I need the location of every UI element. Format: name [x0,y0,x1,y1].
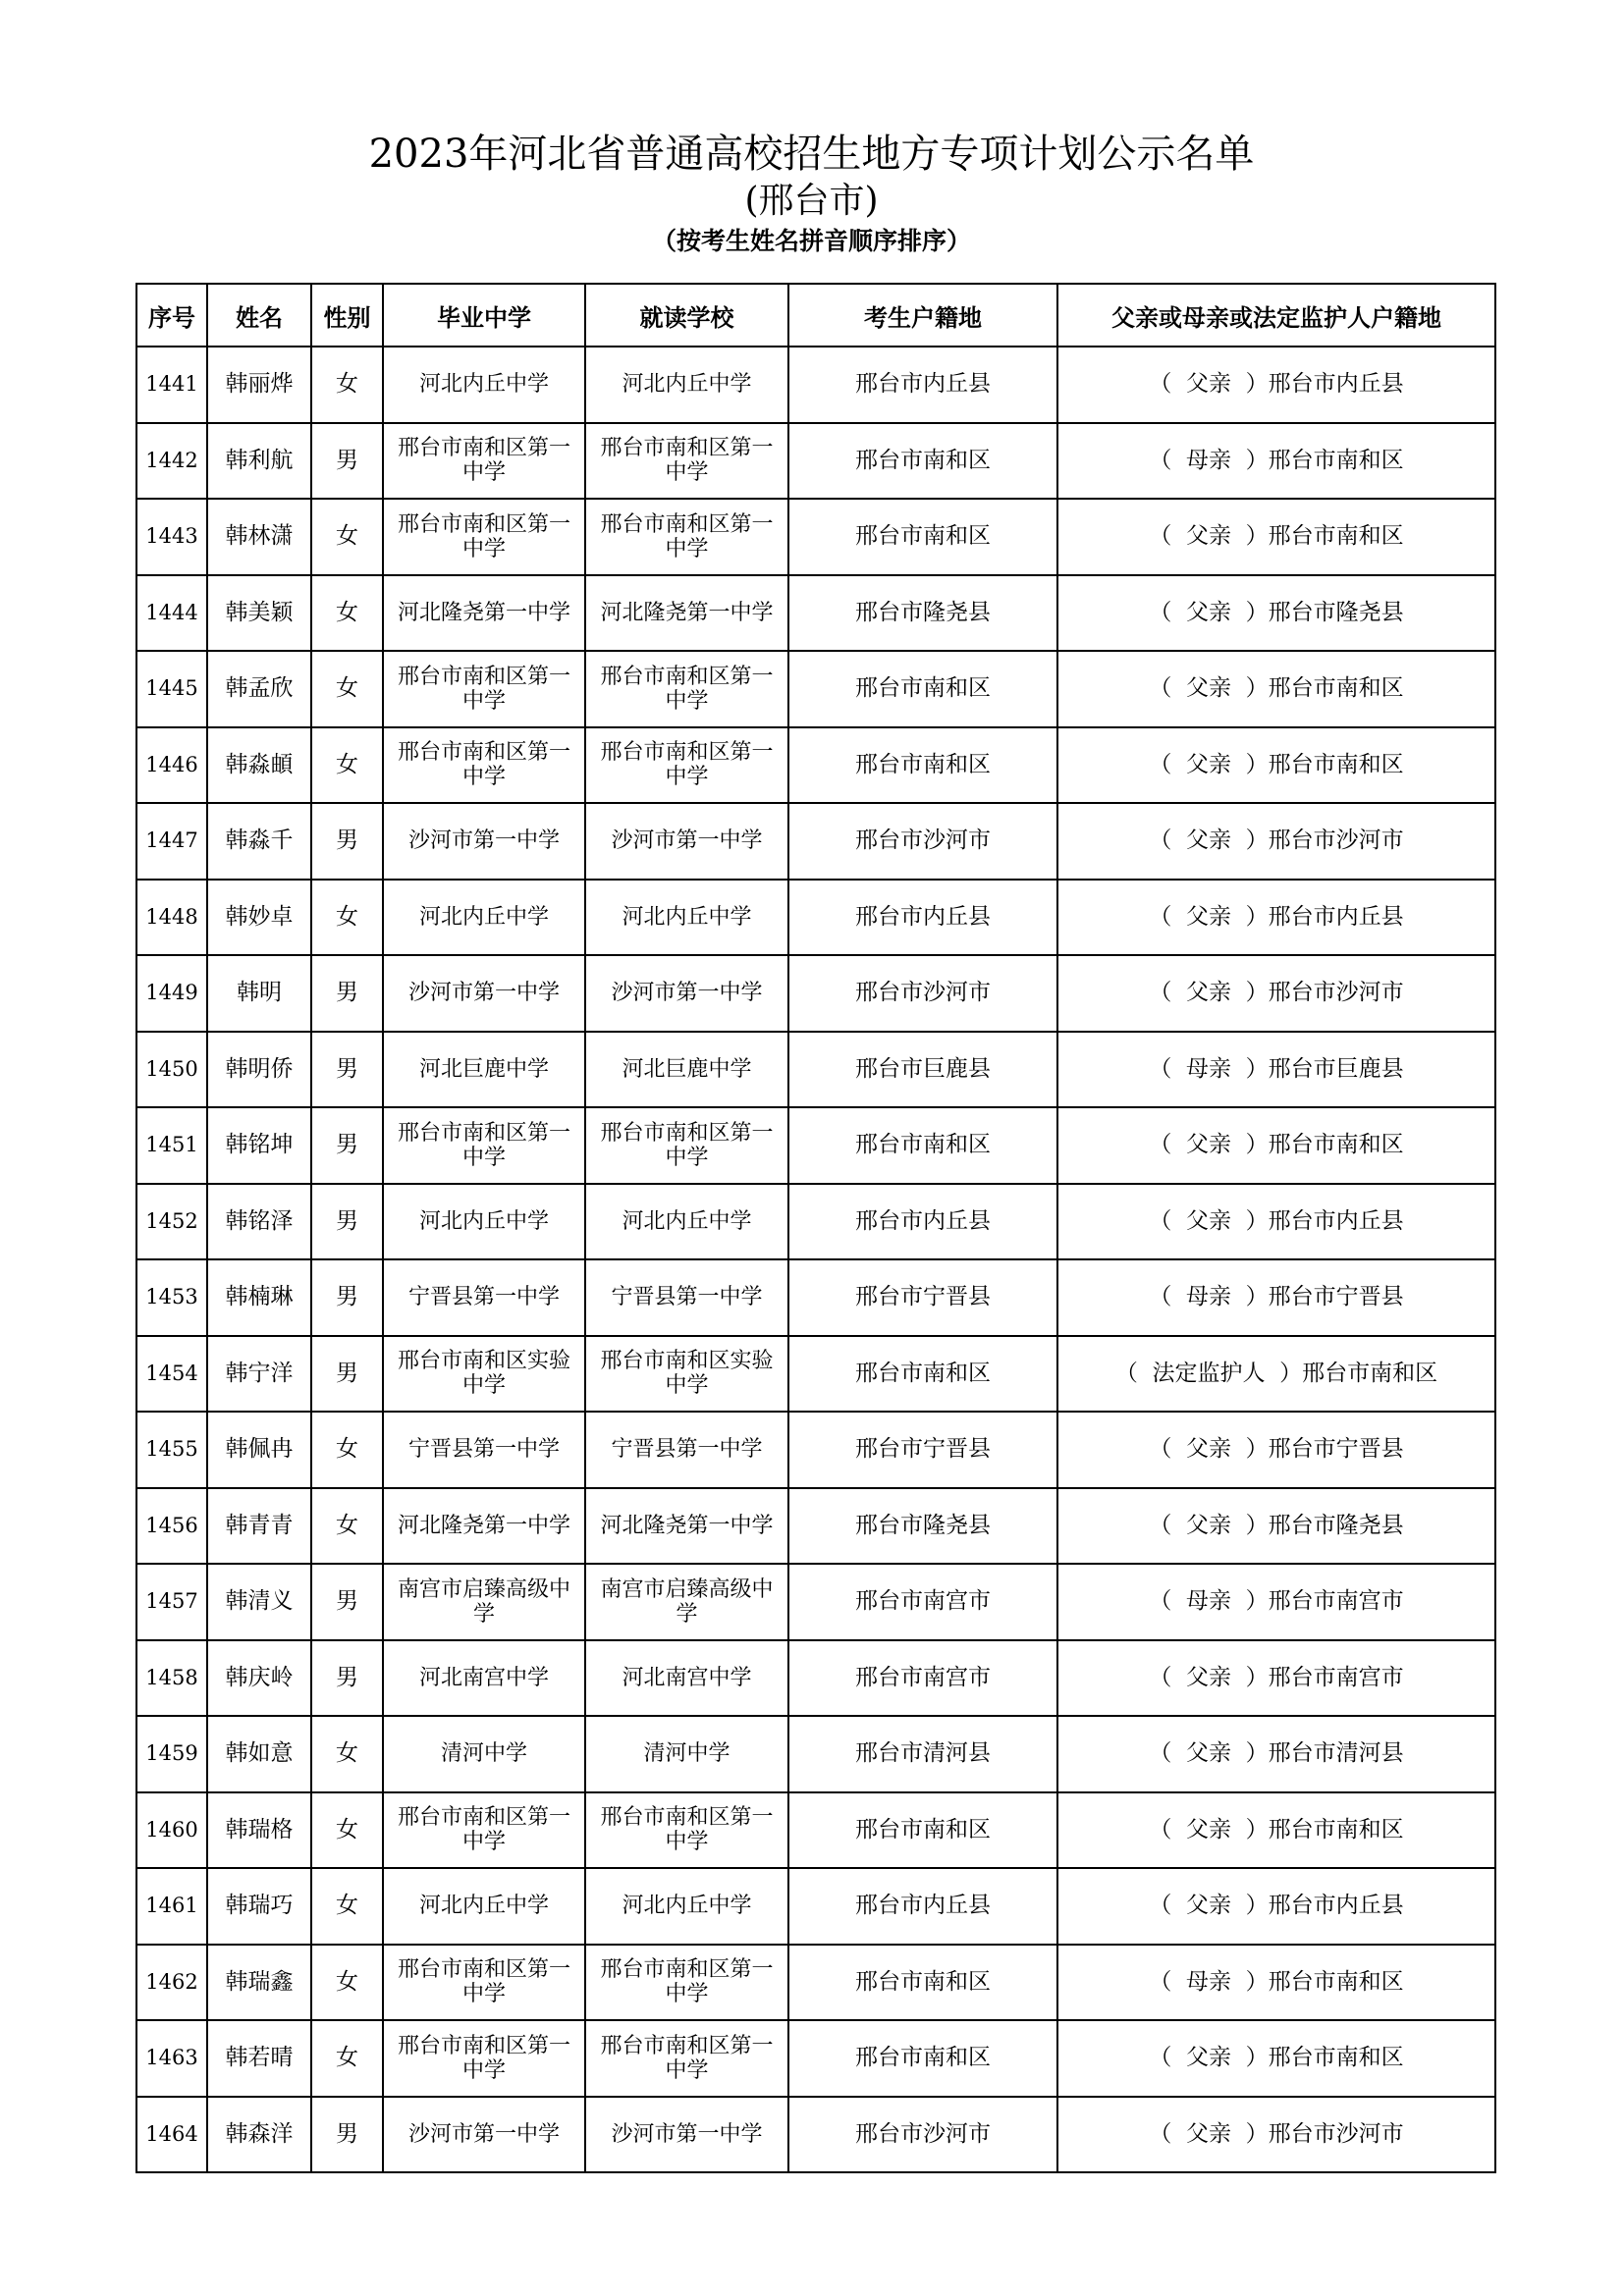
cell-name: 韩如意 [207,1716,311,1792]
cell-grad-school: 河北巨鹿中学 [383,1032,585,1108]
column-header-no: 序号 [136,284,207,347]
cell-no: 1442 [136,423,207,500]
guardian-hukou-text: （ 父亲 ）邢台市南和区 [1149,751,1404,777]
cell-hukou: 邢台市清河县 [788,1716,1057,1792]
cell-no: 1454 [136,1336,207,1413]
sort-note: （按考生姓名拼音顺序排序） [651,227,971,255]
cell-current-school: 河北隆尧第一中学 [585,575,788,652]
cell-current-school: 沙河市第一中学 [585,803,788,880]
guardian-hukou-text: （ 父亲 ）邢台市南和区 [1149,1132,1404,1158]
cell-hukou: 邢台市隆尧县 [788,1488,1057,1565]
cell-gender: 男 [311,1564,383,1640]
table-body [136,347,1495,2172]
cell-grad-school: 邢台市南和区第一中学 [383,727,585,804]
guardian-hukou-text: （ 父亲 ）邢台市沙河市 [1149,2120,1404,2147]
cell-guardian-hukou [1057,1640,1495,1717]
cell-guardian-hukou [1057,1868,1495,1945]
cell-no: 1460 [136,1792,207,1869]
table-row [136,727,1495,804]
cell-hukou: 邢台市内丘县 [788,1184,1057,1260]
cell-guardian-hukou [1057,1032,1495,1108]
cell-no: 1452 [136,1184,207,1260]
cell-no: 1446 [136,727,207,804]
cell-name: 韩林潇 [207,499,311,575]
column-header-grad-school: 毕业中学 [383,284,585,347]
cell-name: 韩森洋 [207,2097,311,2173]
cell-hukou: 邢台市宁晋县 [788,1412,1057,1488]
cell-hukou: 邢台市南和区 [788,727,1057,804]
table-row [136,1792,1495,1869]
cell-guardian-hukou [1057,1336,1495,1413]
cell-guardian-hukou [1057,1716,1495,1792]
cell-guardian-hukou [1057,575,1495,652]
cell-current-school: 河北巨鹿中学 [585,1032,788,1108]
table-row [136,1868,1495,1945]
cell-gender: 女 [311,347,383,423]
table-row [136,2097,1495,2173]
cell-gender: 男 [311,1032,383,1108]
cell-guardian-hukou [1057,651,1495,727]
cell-grad-school: 河北内丘中学 [383,1184,585,1260]
cell-current-school: 邢台市南和区第一中学 [585,727,788,804]
cell-current-school: 宁晋县第一中学 [585,1259,788,1336]
guardian-hukou-text: （ 母亲 ）邢台市巨鹿县 [1149,1055,1404,1082]
cell-gender: 女 [311,651,383,727]
table-row [136,2020,1495,2097]
cell-gender: 女 [311,1868,383,1945]
table-row [136,1032,1495,1108]
cell-no: 1443 [136,499,207,575]
cell-no: 1456 [136,1488,207,1565]
table-row [136,1259,1495,1336]
cell-grad-school: 河北隆尧第一中学 [383,575,585,652]
cell-name: 韩楠琳 [207,1259,311,1336]
cell-guardian-hukou [1057,727,1495,804]
cell-gender: 男 [311,1259,383,1336]
cell-hukou: 邢台市沙河市 [788,2097,1057,2173]
guardian-hukou-text: （ 父亲 ）邢台市南和区 [1149,1816,1404,1842]
cell-guardian-hukou [1057,803,1495,880]
cell-gender: 男 [311,955,383,1032]
cell-guardian-hukou [1057,1107,1495,1184]
cell-current-school: 河北南宫中学 [585,1640,788,1717]
cell-current-school: 河北内丘中学 [585,347,788,423]
column-header-guardian-hukou: 父亲或母亲或法定监护人户籍地 [1057,284,1495,347]
cell-current-school: 河北内丘中学 [585,880,788,956]
cell-no: 1457 [136,1564,207,1640]
cell-current-school: 邢台市南和区第一中学 [585,499,788,575]
guardian-hukou-text: （ 母亲 ）邢台市南宫市 [1149,1588,1404,1615]
guardian-hukou-text: （ 母亲 ）邢台市南和区 [1149,447,1404,473]
cell-grad-school: 沙河市第一中学 [383,955,585,1032]
cell-no: 1441 [136,347,207,423]
cell-guardian-hukou [1057,423,1495,500]
cell-gender: 女 [311,880,383,956]
cell-hukou: 邢台市南和区 [788,499,1057,575]
cell-no: 1462 [136,1945,207,2021]
cell-grad-school: 南宫市启臻高级中学 [383,1564,585,1640]
guardian-hukou-text: （ 父亲 ）邢台市清河县 [1149,1740,1404,1767]
cell-grad-school: 河北内丘中学 [383,1868,585,1945]
cell-gender: 男 [311,803,383,880]
cell-grad-school: 沙河市第一中学 [383,2097,585,2173]
table-row [136,1488,1495,1565]
cell-name: 韩利航 [207,423,311,500]
column-header-gender: 性别 [311,284,383,347]
cell-name: 韩铭泽 [207,1184,311,1260]
cell-grad-school: 河北隆尧第一中学 [383,1488,585,1565]
cell-hukou: 邢台市南和区 [788,2020,1057,2097]
cell-no: 1445 [136,651,207,727]
cell-hukou: 邢台市内丘县 [788,347,1057,423]
cell-no: 1458 [136,1640,207,1717]
cell-current-school: 宁晋县第一中学 [585,1412,788,1488]
cell-current-school: 邢台市南和区第一中学 [585,651,788,727]
cell-current-school: 邢台市南和区第一中学 [585,423,788,500]
cell-grad-school: 清河中学 [383,1716,585,1792]
cell-current-school: 邢台市南和区第一中学 [585,1945,788,2021]
cell-current-school: 邢台市南和区第一中学 [585,1792,788,1869]
table-row [136,1336,1495,1413]
table-row [136,955,1495,1032]
cell-grad-school: 河北内丘中学 [383,347,585,423]
cell-hukou: 邢台市南和区 [788,1792,1057,1869]
guardian-hukou-text: （ 父亲 ）邢台市内丘县 [1149,371,1404,398]
guardian-hukou-text: （ 父亲 ）邢台市隆尧县 [1149,1512,1404,1538]
cell-guardian-hukou [1057,1792,1495,1869]
cell-no: 1455 [136,1412,207,1488]
cell-grad-school: 河北内丘中学 [383,880,585,956]
cell-grad-school: 宁晋县第一中学 [383,1259,585,1336]
guardian-hukou-text: （ 父亲 ）邢台市隆尧县 [1149,599,1404,625]
cell-guardian-hukou [1057,1412,1495,1488]
cell-name: 韩淼千 [207,803,311,880]
cell-grad-school: 邢台市南和区第一中学 [383,2020,585,2097]
guardian-hukou-text: （ 父亲 ）邢台市南和区 [1149,523,1404,550]
cell-current-school: 河北内丘中学 [585,1184,788,1260]
cell-hukou: 邢台市南宫市 [788,1640,1057,1717]
cell-gender: 女 [311,727,383,804]
column-header-current-school: 就读学校 [585,284,788,347]
cell-name: 韩清义 [207,1564,311,1640]
cell-no: 1464 [136,2097,207,2173]
cell-name: 韩宁洋 [207,1336,311,1413]
cell-no: 1450 [136,1032,207,1108]
cell-no: 1451 [136,1107,207,1184]
cell-no: 1449 [136,955,207,1032]
cell-gender: 女 [311,1945,383,2021]
cell-gender: 女 [311,1792,383,1869]
cell-hukou: 邢台市内丘县 [788,880,1057,956]
table-row [136,423,1495,500]
guardian-hukou-text: （ 父亲 ）邢台市内丘县 [1149,903,1404,930]
cell-name: 韩瑞格 [207,1792,311,1869]
table-row [136,651,1495,727]
cell-hukou: 邢台市南和区 [788,651,1057,727]
cell-name: 韩庆岭 [207,1640,311,1717]
cell-guardian-hukou [1057,880,1495,956]
table-header-row [136,284,1495,347]
cell-name: 韩妙卓 [207,880,311,956]
cell-grad-school: 邢台市南和区实验中学 [383,1336,585,1413]
city-subtitle: (邢台市) [744,181,879,221]
cell-name: 韩青青 [207,1488,311,1565]
cell-guardian-hukou [1057,1945,1495,2021]
column-header-name: 姓名 [207,284,311,347]
guardian-hukou-text: （ 父亲 ）邢台市南和区 [1149,2045,1404,2071]
table-row [136,1716,1495,1792]
page-title: 2023年河北省普通高校招生地方专项计划公示名单 [368,132,1255,177]
cell-no: 1444 [136,575,207,652]
cell-hukou: 邢台市沙河市 [788,955,1057,1032]
cell-gender: 男 [311,1107,383,1184]
cell-gender: 男 [311,1184,383,1260]
cell-gender: 女 [311,499,383,575]
cell-grad-school: 邢台市南和区第一中学 [383,1107,585,1184]
cell-no: 1463 [136,2020,207,2097]
cell-gender: 女 [311,2020,383,2097]
cell-guardian-hukou [1057,1564,1495,1640]
table-row [136,803,1495,880]
cell-guardian-hukou [1057,1184,1495,1260]
cell-no: 1459 [136,1716,207,1792]
cell-no: 1448 [136,880,207,956]
table-row [136,1564,1495,1640]
cell-hukou: 邢台市宁晋县 [788,1259,1057,1336]
cell-hukou: 邢台市南和区 [788,423,1057,500]
cell-no: 1447 [136,803,207,880]
cell-guardian-hukou [1057,2097,1495,2173]
cell-current-school: 沙河市第一中学 [585,955,788,1032]
table-row [136,1412,1495,1488]
table-row [136,1107,1495,1184]
cell-gender: 女 [311,575,383,652]
guardian-hukou-text: （ 父亲 ）邢台市南宫市 [1149,1664,1404,1690]
cell-hukou: 邢台市巨鹿县 [788,1032,1057,1108]
guardian-hukou-text: （ 法定监护人 ）邢台市南和区 [1114,1360,1438,1386]
cell-grad-school: 邢台市南和区第一中学 [383,1792,585,1869]
cell-guardian-hukou [1057,347,1495,423]
guardian-hukou-text: （ 父亲 ）邢台市宁晋县 [1149,1436,1404,1463]
cell-name: 韩丽烨 [207,347,311,423]
cell-no: 1453 [136,1259,207,1336]
guardian-hukou-text: （ 父亲 ）邢台市沙河市 [1149,980,1404,1006]
table-row [136,1184,1495,1260]
cell-guardian-hukou [1057,1259,1495,1336]
cell-guardian-hukou [1057,2020,1495,2097]
guardian-hukou-text: （ 母亲 ）邢台市南和区 [1149,1968,1404,1995]
table-row [136,1945,1495,2021]
table-row [136,1640,1495,1717]
cell-name: 韩瑞鑫 [207,1945,311,2021]
cell-hukou: 邢台市隆尧县 [788,575,1057,652]
cell-name: 韩瑞巧 [207,1868,311,1945]
cell-grad-school: 宁晋县第一中学 [383,1412,585,1488]
cell-current-school: 河北隆尧第一中学 [585,1488,788,1565]
cell-name: 韩美颖 [207,575,311,652]
cell-hukou: 邢台市内丘县 [788,1868,1057,1945]
cell-gender: 女 [311,1716,383,1792]
cell-grad-school: 邢台市南和区第一中学 [383,499,585,575]
cell-grad-school: 河北南宫中学 [383,1640,585,1717]
cell-no: 1461 [136,1868,207,1945]
cell-current-school: 邢台市南和区第一中学 [585,2020,788,2097]
cell-guardian-hukou [1057,1488,1495,1565]
cell-current-school: 邢台市南和区实验中学 [585,1336,788,1413]
admission-roster-table [135,283,1496,2173]
cell-name: 韩淼頔 [207,727,311,804]
cell-current-school: 河北内丘中学 [585,1868,788,1945]
guardian-hukou-text: （ 母亲 ）邢台市宁晋县 [1149,1284,1404,1310]
cell-hukou: 邢台市南和区 [788,1107,1057,1184]
column-header-hukou: 考生户籍地 [788,284,1057,347]
table-row [136,575,1495,652]
cell-hukou: 邢台市南宫市 [788,1564,1057,1640]
cell-hukou: 邢台市南和区 [788,1945,1057,2021]
cell-gender: 女 [311,1488,383,1565]
guardian-hukou-text: （ 父亲 ）邢台市南和区 [1149,675,1404,702]
table-row [136,347,1495,423]
guardian-hukou-text: （ 父亲 ）邢台市沙河市 [1149,828,1404,854]
cell-current-school: 南宫市启臻高级中学 [585,1564,788,1640]
cell-gender: 女 [311,1412,383,1488]
table-row [136,499,1495,575]
cell-name: 韩铭坤 [207,1107,311,1184]
cell-name: 韩佩冉 [207,1412,311,1488]
cell-name: 韩孟欣 [207,651,311,727]
cell-name: 韩若晴 [207,2020,311,2097]
cell-name: 韩明侨 [207,1032,311,1108]
cell-current-school: 清河中学 [585,1716,788,1792]
cell-gender: 男 [311,423,383,500]
cell-gender: 男 [311,2097,383,2173]
cell-hukou: 邢台市南和区 [788,1336,1057,1413]
table-row [136,880,1495,956]
cell-gender: 男 [311,1336,383,1413]
guardian-hukou-text: （ 父亲 ）邢台市内丘县 [1149,1893,1404,1919]
cell-current-school: 沙河市第一中学 [585,2097,788,2173]
cell-guardian-hukou [1057,955,1495,1032]
cell-hukou: 邢台市沙河市 [788,803,1057,880]
cell-grad-school: 邢台市南和区第一中学 [383,651,585,727]
cell-grad-school: 邢台市南和区第一中学 [383,1945,585,2021]
cell-grad-school: 沙河市第一中学 [383,803,585,880]
cell-current-school: 邢台市南和区第一中学 [585,1107,788,1184]
cell-guardian-hukou [1057,499,1495,575]
guardian-hukou-text: （ 父亲 ）邢台市内丘县 [1149,1207,1404,1234]
cell-name: 韩明 [207,955,311,1032]
cell-grad-school: 邢台市南和区第一中学 [383,423,585,500]
cell-gender: 男 [311,1640,383,1717]
